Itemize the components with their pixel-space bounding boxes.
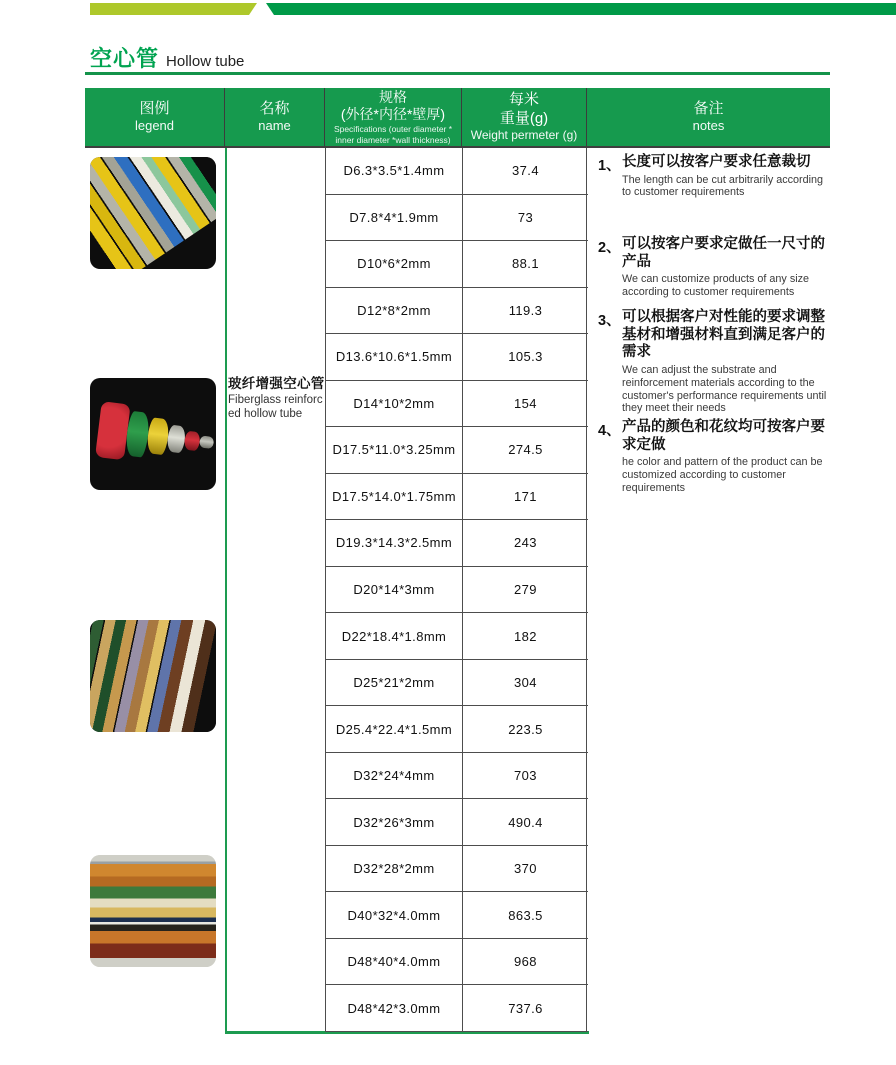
product-name-en: Fiberglass reinforced hollow tube: [228, 394, 323, 420]
weight-cell: 119.3: [463, 288, 588, 335]
note-text-zh: 产品的颜色和花纹均可按客户要求定做: [622, 419, 825, 453]
note-text-en: The length can be cut arbitrarily according to customer requirements: [622, 173, 824, 199]
weight-cell: 274.5: [463, 427, 588, 474]
note-text-zh: 可以根据客户对性能的要求调整基材和增强材料直到满足客户的需求: [622, 309, 825, 361]
tube-segment: [184, 430, 202, 451]
product-name-cell: [228, 372, 324, 422]
header-spec: [325, 88, 462, 146]
page-title-zh: 空心管: [90, 46, 160, 71]
header-weight: [462, 88, 587, 146]
note-text-zh: 长度可以按客户要求任意裁切: [622, 154, 811, 170]
weight-cell: 88.1: [463, 241, 588, 288]
note-item: [598, 236, 832, 299]
spec-cell: D13.6*10.6*1.5mm: [326, 334, 463, 381]
weight-cell: 223.5: [463, 706, 588, 753]
spec-cell: D20*14*3mm: [326, 567, 463, 614]
spec-cell: D48*42*3.0mm: [326, 985, 463, 1032]
note-body: [622, 154, 832, 199]
weight-cell: 171: [463, 474, 588, 521]
weight-cell: 37.4: [463, 148, 588, 195]
spec-cell: D25*21*2mm: [326, 660, 463, 707]
note-number: 2、: [598, 240, 621, 256]
header-weight-en: Weight permeter (g): [470, 128, 578, 143]
header-notes-zh: 备注: [693, 99, 724, 117]
weight-cell: 737.6: [463, 985, 588, 1032]
spec-cell: D25.4*22.4*1.5mm: [326, 706, 463, 753]
spec-cell: D19.3*14.3*2.5mm: [326, 520, 463, 567]
weight-cell: 863.5: [463, 892, 588, 939]
header-spec-zh2: (外径*内径*壁厚): [340, 106, 446, 123]
note-number: 3、: [598, 313, 621, 329]
note-item: [598, 154, 832, 199]
note-text-en: he color and pattern of the product can be customized according to customer requirements: [622, 456, 823, 494]
tube-segment: [166, 424, 187, 453]
spec-cell: D48*40*4.0mm: [326, 939, 463, 986]
note-body: [622, 309, 832, 415]
page-title-en: Hollow tube: [166, 53, 245, 70]
product-photo-nested-tubes: [90, 378, 216, 490]
spec-cell: D32*24*4mm: [326, 753, 463, 800]
note-number: 1、: [598, 158, 621, 174]
header-notes-en: notes: [692, 118, 725, 134]
header-notes: [587, 88, 830, 146]
page-title: [90, 42, 244, 73]
product-photo-patterned-tubes: [90, 620, 216, 732]
weight-cell: 182: [463, 613, 588, 660]
tube-segment: [199, 435, 214, 449]
header-spec-en2: inner diameter *wall thickness): [335, 134, 451, 145]
spec-cell: D40*32*4.0mm: [326, 892, 463, 939]
banner-dark-stripe: [266, 3, 896, 15]
note-text-zh: 可以按客户要求定做任一尺寸的产品: [622, 236, 825, 270]
weight-cell: 73: [463, 195, 588, 242]
header-weight-zh1: 每米: [508, 90, 539, 108]
spec-cell: D12*8*2mm: [326, 288, 463, 335]
header-name: [225, 88, 325, 146]
spec-cell: D6.3*3.5*1.4mm: [326, 148, 463, 195]
header-legend: [85, 88, 225, 146]
nested-tubes-graphic: [95, 401, 216, 471]
header-name-zh: 名称: [259, 99, 290, 117]
weight-cell: 968: [463, 939, 588, 986]
product-photo-stacked-tubes: [90, 855, 216, 967]
weight-cell: 154: [463, 381, 588, 428]
spec-cell: D22*18.4*1.8mm: [326, 613, 463, 660]
weight-cell: 105.3: [463, 334, 588, 381]
weight-cell: 304: [463, 660, 588, 707]
weight-cell: 243: [463, 520, 588, 567]
spec-cell: D32*26*3mm: [326, 799, 463, 846]
product-photo-tube-bundle: [90, 157, 216, 269]
spec-cell: D7.8*4*1.9mm: [326, 195, 463, 242]
name-column-left-border: [225, 148, 227, 1034]
tube-segment: [95, 401, 131, 460]
tube-bundle-graphic: [90, 157, 216, 269]
tube-segment: [146, 417, 170, 455]
stacked-tubes-graphic: [90, 855, 216, 967]
notes-cell: [598, 148, 832, 1033]
banner-light-stripe: [90, 3, 257, 15]
patterned-tubes-graphic: [90, 620, 216, 732]
header-name-en: name: [258, 118, 291, 134]
note-number: 4、: [598, 423, 621, 439]
weight-cell: 703: [463, 753, 588, 800]
header-legend-zh: 图例: [139, 99, 170, 117]
note-item: [598, 309, 832, 415]
product-name-zh: 玻纤增强空心管: [228, 376, 325, 391]
spec-cell: D17.5*14.0*1.75mm: [326, 474, 463, 521]
table-header: [85, 88, 830, 148]
weight-cell: 370: [463, 846, 588, 893]
note-text-en: We can adjust the substrate and reinforcement materials according to the customer's performance requirements until they meet their needs: [622, 364, 827, 415]
note-item: [598, 419, 832, 495]
spec-cell: D14*10*2mm: [326, 381, 463, 428]
note-text-en: We can customize products of any size according to customer requirements: [622, 273, 810, 299]
weight-cell: 490.4: [463, 799, 588, 846]
header-weight-zh2: 重量(g): [499, 109, 549, 127]
title-underline: [85, 72, 830, 75]
spec-cell: D17.5*11.0*3.25mm: [326, 427, 463, 474]
header-legend-en: legend: [134, 118, 175, 134]
header-spec-en1: Specifications (outer diameter *: [333, 123, 453, 134]
weight-cell: 279: [463, 567, 588, 614]
spec-cell: D10*6*2mm: [326, 241, 463, 288]
note-body: [622, 419, 832, 495]
note-body: [622, 236, 832, 299]
spec-cell: D32*28*2mm: [326, 846, 463, 893]
spec-weight-grid: [325, 148, 587, 1032]
header-spec-zh1: 规格: [379, 88, 407, 105]
